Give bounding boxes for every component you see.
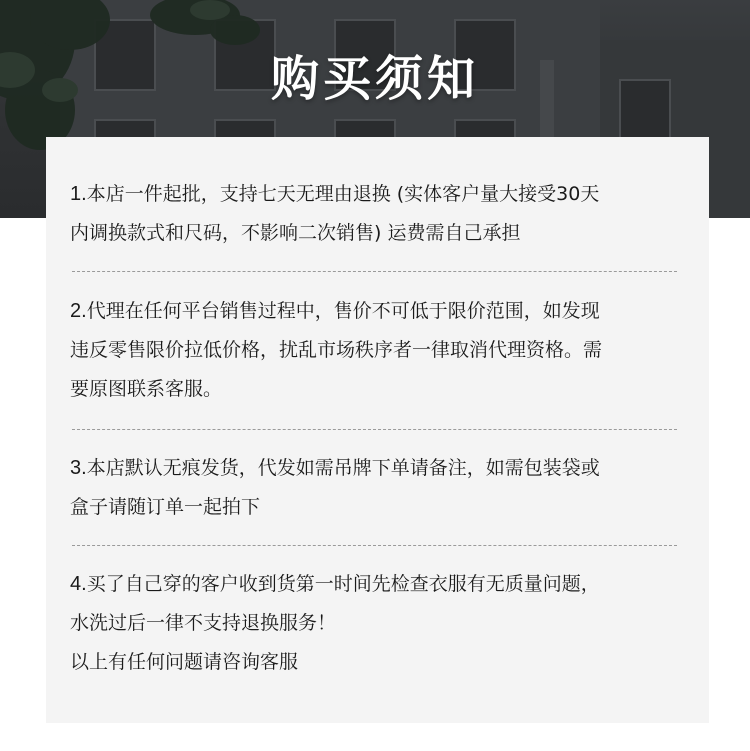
notice-item-1 <box>70 175 696 253</box>
notice-line: 盒子请随订单一起拍下 <box>70 496 261 518</box>
dashed-divider <box>72 429 677 430</box>
notice-item-4 <box>70 565 696 682</box>
notice-line: 4.买了自己穿的客户收到货第一时间先检查衣服有无质量问题， <box>70 573 600 595</box>
notice-card <box>46 137 709 723</box>
notice-line: 以上有任何问题请咨询客服 <box>70 651 299 673</box>
notice-line: 水洗过后一律不支持退换服务！ <box>70 612 337 634</box>
notice-line: 3.本店默认无痕发货，代发如需吊牌下单请备注，如需包装袋或 <box>70 457 600 479</box>
notice-item-3 <box>70 449 696 527</box>
page-title: 购买须知 <box>270 51 479 107</box>
notice-number: 1. <box>70 183 87 205</box>
notice-number: 4. <box>70 573 87 595</box>
notice-line: 1.本店一件起批，支持七天无理由退换 (实体客户量大接受30天 <box>70 183 600 205</box>
notice-number: 3. <box>70 457 87 479</box>
notice-line: 违反零售限价拉低价格，扰乱市场秩序者一律取消代理资格。需 <box>70 339 603 361</box>
notice-number: 2. <box>70 300 87 322</box>
notice-line: 2.代理在任何平台销售过程中，售价不可低于限价范围，如发现 <box>70 300 600 322</box>
notice-line: 内调换款式和尺码，不影响二次销售) 运费需自己承担 <box>70 222 521 244</box>
dashed-divider <box>72 545 677 546</box>
notice-line: 要原图联系客服。 <box>70 378 223 400</box>
notice-item-2 <box>70 292 696 409</box>
dashed-divider <box>72 271 677 272</box>
